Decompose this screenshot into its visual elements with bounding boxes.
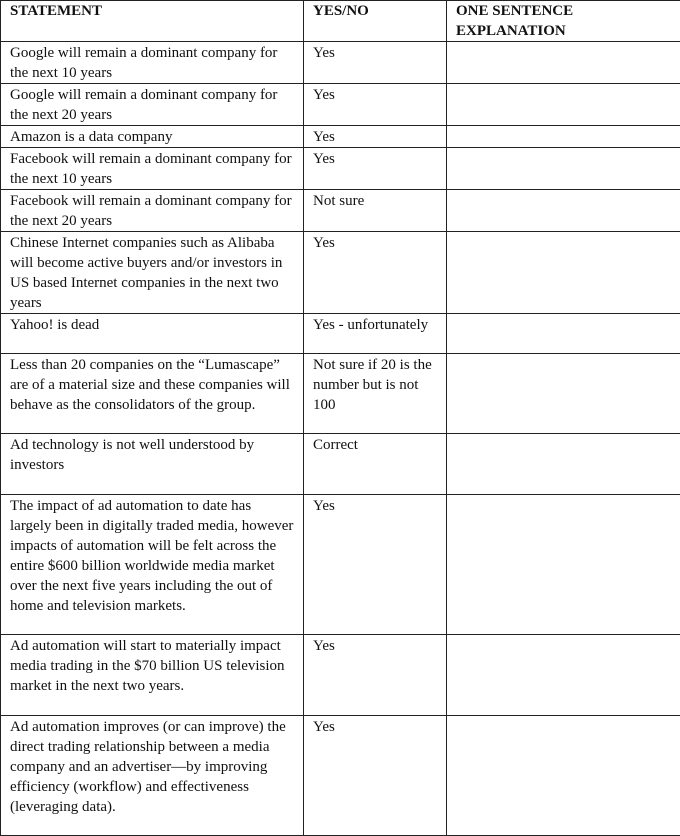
table-row xyxy=(1,354,680,434)
statement-cell: Facebook will remain a dominant company for the next 20 years xyxy=(1,190,304,232)
answer-cell: Yes xyxy=(304,126,447,148)
table-row xyxy=(1,42,680,84)
statement-cell: Amazon is a data company xyxy=(1,126,304,148)
answer-cell: Not sure xyxy=(304,190,447,232)
statement-cell: The impact of ad automation to date has largely been in digitally traded media, however impacts of automation will be felt across the entire $600 billion worldwide media market over the next five years including the out of home and television markets. xyxy=(1,495,304,635)
statement-cell: Less than 20 companies on the “Lumascape” are of a material size and these companies will behave as the consolidators of the group. xyxy=(1,354,304,434)
table-row xyxy=(1,635,680,716)
explanation-cell xyxy=(447,434,680,495)
explanation-cell xyxy=(447,635,680,716)
explanation-cell xyxy=(447,314,680,354)
answer-cell: Yes xyxy=(304,148,447,190)
statement-cell: Ad automation improves (or can improve) the direct trading relationship between a media company and an advertiser—by improving efficiency (workflow) and effectiveness (leveraging data). xyxy=(1,716,304,836)
statement-cell: Google will remain a dominant company for the next 20 years xyxy=(1,84,304,126)
answer-cell: Correct xyxy=(304,434,447,495)
statement-cell: Google will remain a dominant company for the next 10 years xyxy=(1,42,304,84)
header-explanation: ONE SENTENCE EXPLANATION xyxy=(447,1,680,42)
answer-cell: Yes - unfortunately xyxy=(304,314,447,354)
statement-cell: Yahoo! is dead xyxy=(1,314,304,354)
header-yes-no: YES/NO xyxy=(304,1,447,42)
statement-cell: Ad automation will start to materially impact media trading in the $70 billion US television market in the next two years. xyxy=(1,635,304,716)
answer-cell: Yes xyxy=(304,42,447,84)
explanation-cell xyxy=(447,232,680,314)
table-row xyxy=(1,232,680,314)
answer-cell: Yes xyxy=(304,716,447,836)
explanation-cell xyxy=(447,190,680,232)
statement-cell: Chinese Internet companies such as Alibaba will become active buyers and/or investors in US based Internet companies in the next two years xyxy=(1,232,304,314)
table-row xyxy=(1,495,680,635)
answer-cell: Yes xyxy=(304,84,447,126)
header-statement: STATEMENT xyxy=(1,1,304,42)
explanation-cell xyxy=(447,126,680,148)
explanation-cell xyxy=(447,84,680,126)
answer-cell: Not sure if 20 is the number but is not 100 xyxy=(304,354,447,434)
explanation-cell xyxy=(447,354,680,434)
answer-cell: Yes xyxy=(304,495,447,635)
header-row xyxy=(1,1,680,42)
table-row xyxy=(1,434,680,495)
statement-cell: Ad technology is not well understood by investors xyxy=(1,434,304,495)
answer-cell: Yes xyxy=(304,635,447,716)
table-row xyxy=(1,716,680,836)
table-row xyxy=(1,148,680,190)
explanation-cell xyxy=(447,716,680,836)
table-row xyxy=(1,84,680,126)
table-row xyxy=(1,126,680,148)
statement-cell: Facebook will remain a dominant company for the next 10 years xyxy=(1,148,304,190)
table-row xyxy=(1,190,680,232)
explanation-cell xyxy=(447,495,680,635)
answer-cell: Yes xyxy=(304,232,447,314)
explanation-cell xyxy=(447,148,680,190)
explanation-cell xyxy=(447,42,680,84)
table-row xyxy=(1,314,680,354)
